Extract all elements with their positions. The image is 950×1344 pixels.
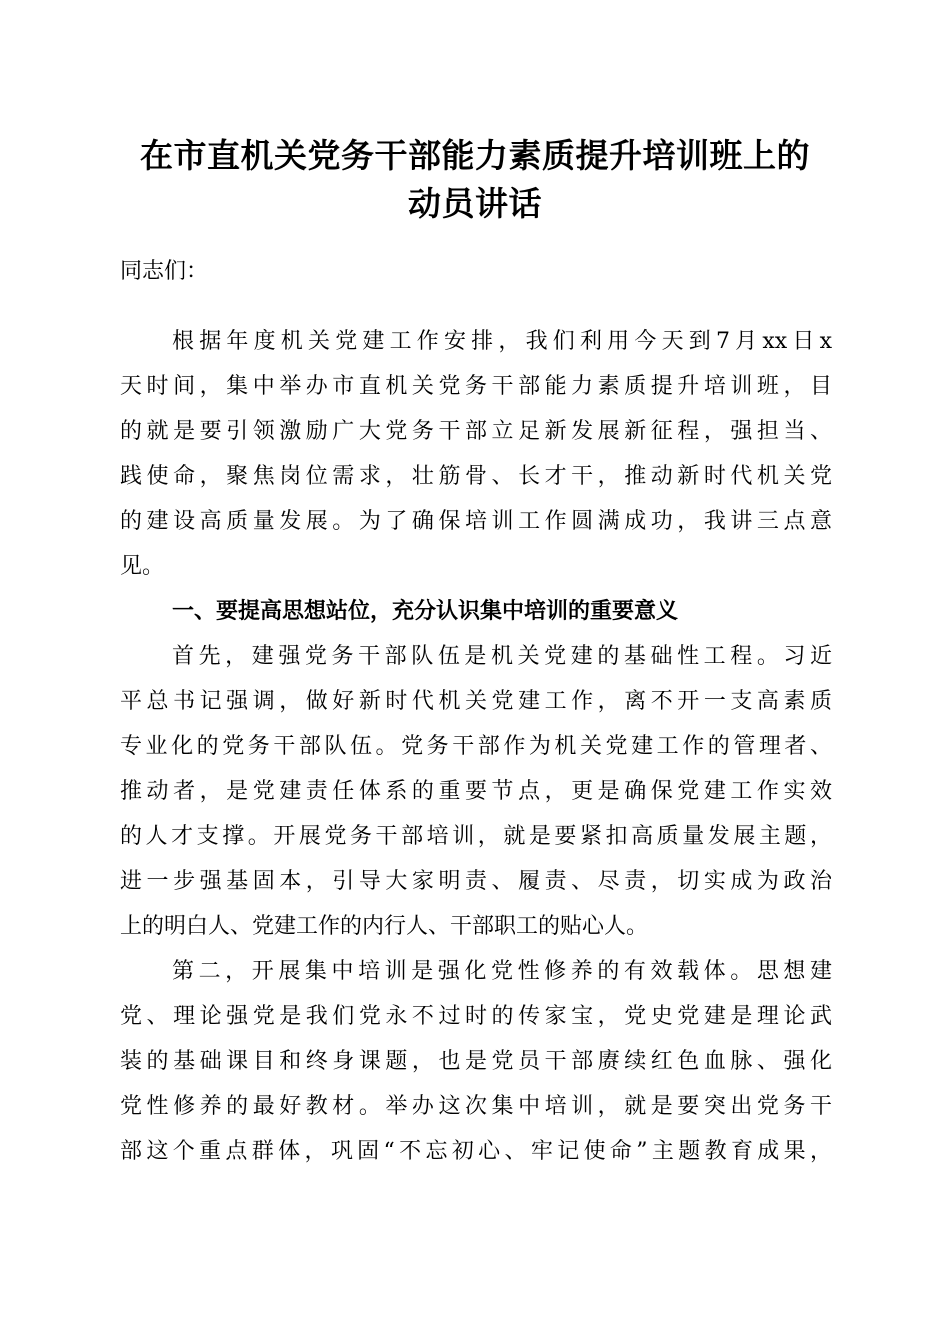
- text-line: 部这个重点群体，巩固“不忘初心、牢记使命”主题教育成果，: [120, 1139, 832, 1164]
- text-line: 见。: [120, 554, 165, 579]
- text-line: 上的明白人、党建工作的内行人、干部职工的贴心人。: [120, 914, 649, 939]
- text-line: 进一步强基固本，引导大家明责、履责、尽责，切实成为政治: [120, 869, 832, 894]
- text-line: 党、理论强党是我们党永不过时的传家宝，党史党建是理论武: [120, 1004, 832, 1029]
- text-line: 专业化的党务干部队伍。党务干部作为机关党建工作的管理者、: [120, 734, 832, 759]
- text-line: 践使命，聚焦岗位需求，壮筋骨、长才干，推动新时代机关党: [120, 464, 832, 489]
- text-line: 根据年度机关党建工作安排，我们利用今天到7月xx日x: [172, 329, 832, 354]
- greeting: 同志们：: [120, 259, 209, 284]
- text-line: 天时间，集中举办市直机关党务干部能力素质提升培训班，目: [120, 374, 832, 399]
- document-title: [100, 132, 850, 228]
- section-heading: 一、要提高思想站位，充分认识集中培训的重要意义: [172, 599, 679, 624]
- title-line-2: 动员讲话: [408, 184, 542, 223]
- text-line: 平总书记强调，做好新时代机关党建工作，离不开一支高素质: [120, 689, 832, 714]
- text-line: 的就是要引领激励广大党务干部立足新发展新征程，强担当、: [120, 419, 832, 444]
- text-line: 装的基础课目和终身课题，也是党员干部赓续红色血脉、强化: [120, 1049, 832, 1074]
- text-line: 的建设高质量发展。为了确保培训工作圆满成功，我讲三点意: [120, 509, 832, 534]
- text-line: 的人才支撑。开展党务干部培训，就是要紧扣高质量发展主题，: [120, 824, 832, 849]
- text-line: 第二，开展集中培训是强化党性修养的有效载体。思想建: [172, 959, 832, 984]
- title-line-1: 在市直机关党务干部能力素质提升培训班上的: [140, 136, 810, 175]
- text-line: 党性修养的最好教材。举办这次集中培训，就是要突出党务干: [120, 1094, 832, 1119]
- text-line: 首先，建强党务干部队伍是机关党建的基础性工程。习近: [172, 644, 832, 669]
- text-line: 推动者，是党建责任体系的重要节点，更是确保党建工作实效: [120, 779, 832, 804]
